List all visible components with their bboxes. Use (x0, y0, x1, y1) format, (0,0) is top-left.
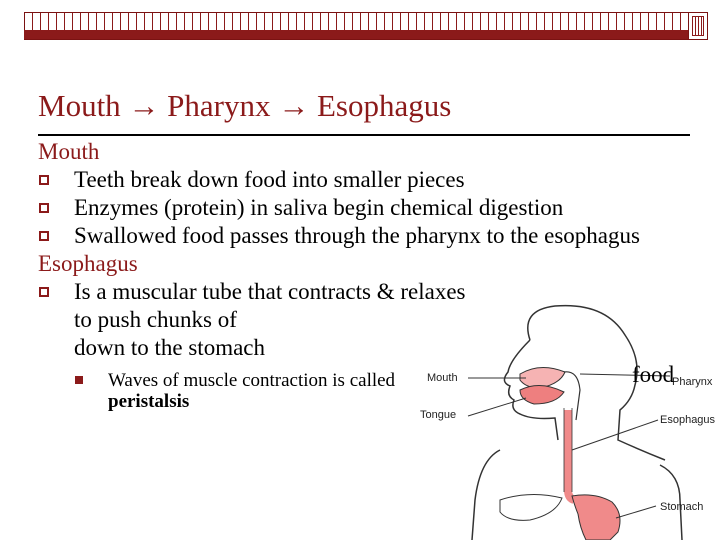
bullet-item: Is a muscular tube that contracts & relaxes to push chunks of down to the stomach (38, 278, 474, 362)
label-mouth: Mouth (427, 372, 458, 384)
esophagus-tube (568, 410, 574, 500)
corner-ornament (688, 12, 708, 40)
title-underline (38, 134, 690, 136)
section-heading-mouth: Mouth (38, 139, 100, 164)
bullet-item: Swallowed food passes through the pharynx to the esophagus (38, 222, 684, 250)
bullet-box-icon (39, 287, 49, 297)
bullet-item: Enzymes (protein) in saliva begin chemical digestion (38, 194, 698, 222)
bullet-box-icon (39, 175, 49, 185)
label-tongue: Tongue (420, 409, 457, 421)
wrapped-word-food: food (632, 362, 675, 387)
sub-bullet-square-icon (75, 376, 83, 384)
section-heading-esophagus: Esophagus (38, 251, 138, 276)
liver-shape (500, 494, 562, 520)
label-pharynx: Pharynx (672, 376, 713, 388)
stomach-shape (572, 495, 620, 540)
mouth-cavity (520, 367, 565, 388)
peristalsis-term: peristalsis (108, 391, 190, 412)
bullet-box-icon (39, 203, 49, 213)
label-stomach: Stomach (660, 501, 704, 513)
tongue-shape (520, 385, 564, 404)
label-esophagus: Esophagus (660, 414, 716, 426)
sub-bullet-item: Waves of muscle contraction is called peristalsis (38, 370, 408, 412)
bullet-item: Teeth break down food into smaller pieces (38, 166, 698, 194)
bullet-box-icon (39, 231, 49, 241)
slide-title: Mouth → Pharynx → Esophagus (38, 88, 452, 123)
header-solid-band (24, 30, 708, 39)
